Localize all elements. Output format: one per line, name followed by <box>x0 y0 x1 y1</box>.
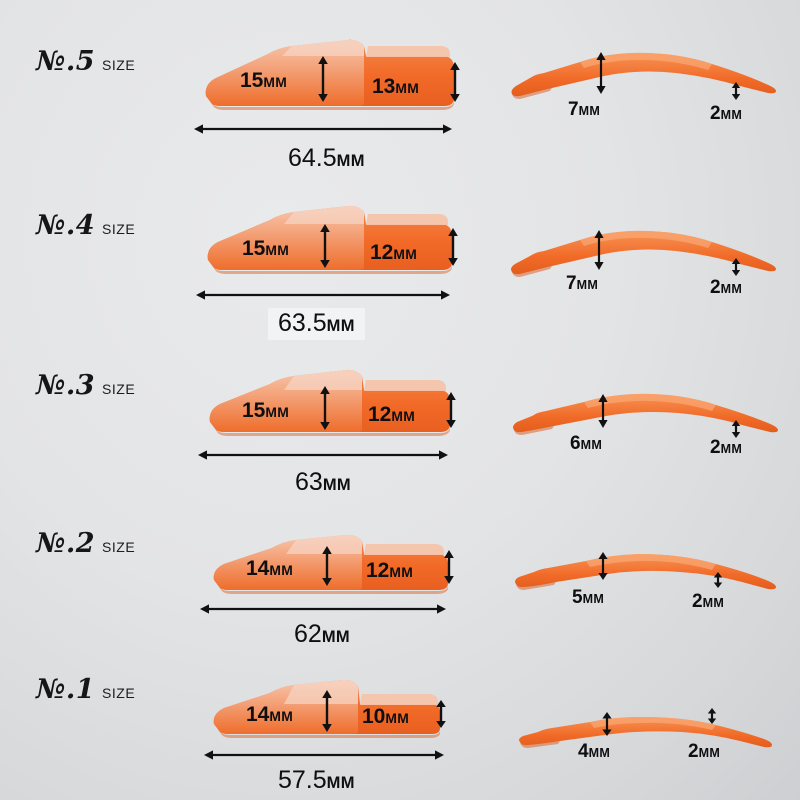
measure-width-no3: 63MM <box>295 468 351 496</box>
measure-inner-left-no3: 15MM <box>242 399 290 422</box>
measure-arrow-side-right-no4 <box>729 258 743 276</box>
size-label-no4 <box>36 210 135 241</box>
size-word: SIZE <box>102 221 136 237</box>
size-row-no5 <box>0 0 800 178</box>
measure-arrow-inner-left-no1 <box>320 690 334 732</box>
measure-arrow-side-left-no4 <box>592 230 606 270</box>
measure-inner-left-no5: 15MM <box>240 69 288 92</box>
measure-side-left-no4: 7MM <box>566 273 599 294</box>
measure-side-right-no1: 2MM <box>688 741 721 762</box>
size-label-no1 <box>36 674 135 705</box>
measure-arrow-side-right-no3 <box>729 420 743 438</box>
measure-inner-right-no5: 13MM <box>372 75 420 98</box>
measure-side-left-no2: 5MM <box>572 587 605 608</box>
size-word: SIZE <box>102 539 136 555</box>
measure-arrow-inner-right-no3 <box>444 392 458 428</box>
measure-arrow-side-right-no2 <box>711 572 725 588</box>
measure-arrow-width-no4 <box>196 288 450 302</box>
measure-arrow-side-left-no5 <box>594 52 608 94</box>
measure-side-right-no2: 2MM <box>692 591 725 612</box>
measure-arrow-inner-right-no4 <box>446 228 460 266</box>
measure-width-no1: 57.5MM <box>278 766 355 794</box>
measure-width-no2: 62MM <box>294 620 350 648</box>
size-label-no3 <box>36 370 135 401</box>
size-number: №.3 <box>36 370 96 401</box>
measure-inner-right-no4: 12MM <box>370 241 418 264</box>
measure-arrow-side-left-no1 <box>600 712 614 736</box>
size-word: SIZE <box>102 685 136 701</box>
measure-side-right-no5: 2MM <box>710 103 743 124</box>
measure-side-left-no5: 7MM <box>568 99 601 120</box>
measure-arrow-inner-left-no4 <box>318 224 332 268</box>
measure-arrow-inner-right-no5 <box>448 62 462 102</box>
size-row-no1 <box>0 650 800 800</box>
measure-arrow-side-left-no3 <box>596 394 610 428</box>
measure-side-left-no1: 4MM <box>578 741 611 762</box>
size-label-no2 <box>36 528 135 559</box>
size-word: SIZE <box>102 381 136 397</box>
measure-inner-right-no1: 10MM <box>362 705 410 728</box>
measure-width-no5: 64.5MM <box>288 144 365 172</box>
size-number: №.2 <box>36 528 96 559</box>
size-number: №.5 <box>36 46 96 77</box>
measure-inner-left-no1: 14MM <box>246 703 294 726</box>
measure-side-left-no3: 6MM <box>570 433 603 454</box>
measure-arrow-width-no2 <box>200 602 446 616</box>
measure-side-right-no3: 2MM <box>710 437 743 458</box>
size-label-no5 <box>36 46 135 77</box>
measure-inner-left-no2: 14MM <box>246 557 294 580</box>
size-number: №.4 <box>36 210 96 241</box>
measure-arrow-inner-right-no2 <box>442 550 456 584</box>
measure-width-no4: 63.5MM <box>268 308 365 340</box>
measure-arrow-inner-right-no1 <box>434 700 448 728</box>
measure-inner-right-no2: 12MM <box>366 559 414 582</box>
measure-inner-right-no3: 12MM <box>368 403 416 426</box>
measure-side-right-no4: 2MM <box>710 277 743 298</box>
measure-arrow-width-no1 <box>204 748 444 762</box>
size-word: SIZE <box>102 57 136 73</box>
measure-arrow-side-right-no1 <box>705 708 719 724</box>
pad-side-view-no1 <box>514 708 774 752</box>
measure-arrow-inner-left-no2 <box>320 546 334 586</box>
measure-arrow-inner-left-no3 <box>318 386 332 430</box>
measure-arrow-width-no3 <box>198 448 448 462</box>
size-number: №.1 <box>36 674 96 705</box>
pad-side-view-no2 <box>510 546 778 596</box>
measure-inner-left-no4: 15MM <box>242 237 290 260</box>
measure-arrow-width-no5 <box>194 122 452 136</box>
size-row-no3 <box>0 328 800 496</box>
measure-arrow-side-left-no2 <box>596 552 610 580</box>
measure-arrow-inner-left-no5 <box>316 56 330 102</box>
size-row-no2 <box>0 490 800 650</box>
measure-arrow-side-right-no5 <box>729 82 743 100</box>
size-row-no4 <box>0 160 800 337</box>
